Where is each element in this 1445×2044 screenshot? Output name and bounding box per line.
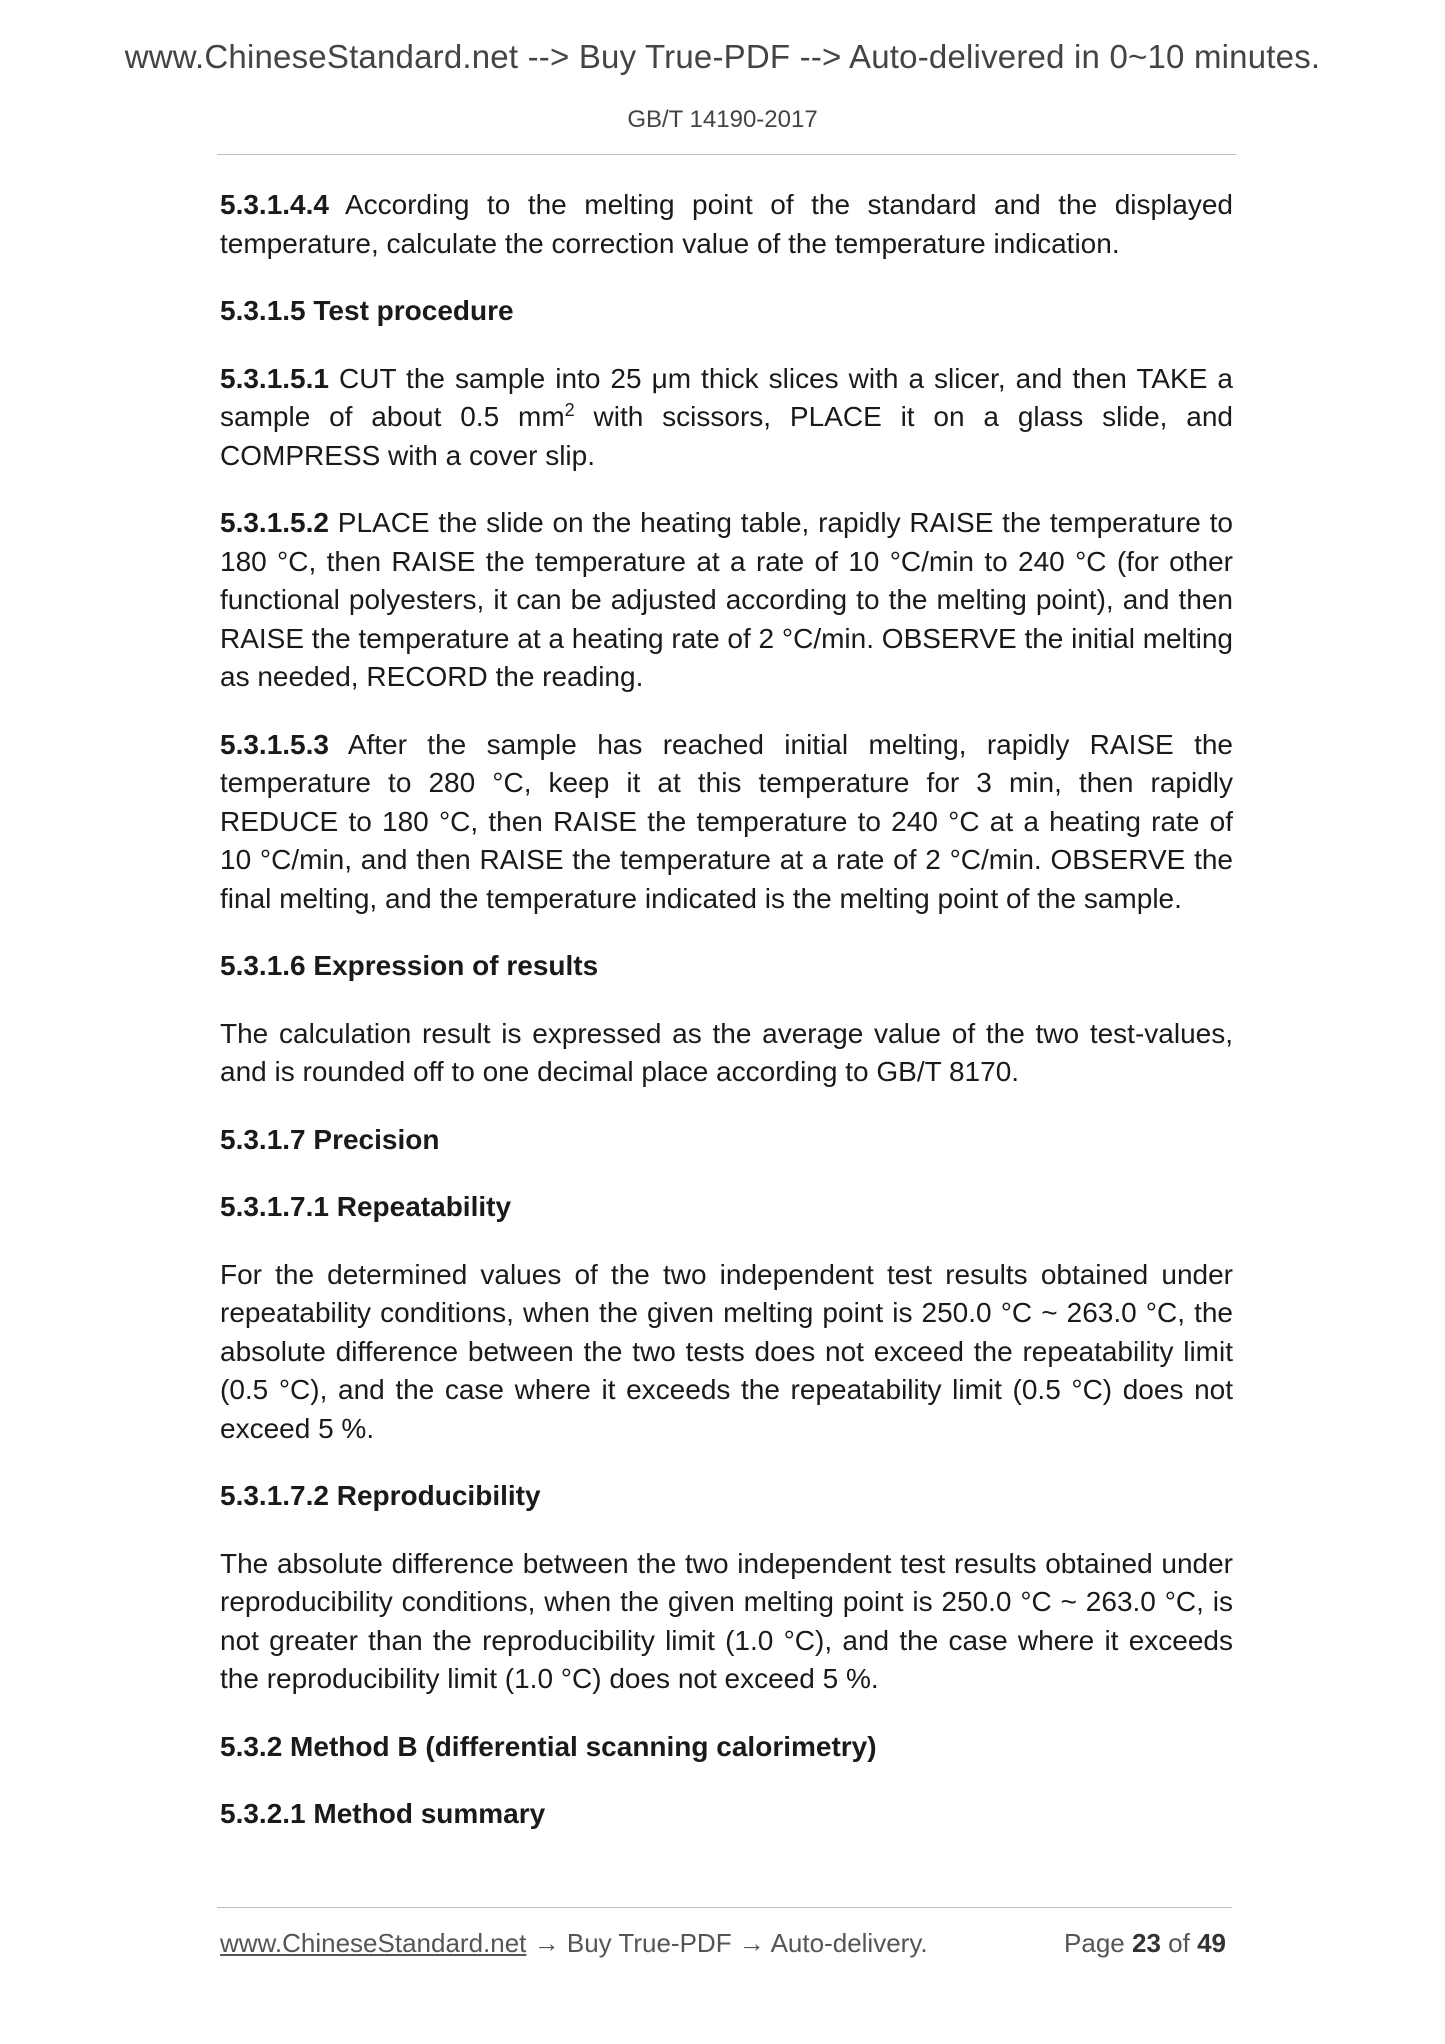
clause-5-3-1-5-3: [220, 726, 1233, 919]
clause-5-3-1-5-1: [220, 360, 1233, 476]
footer-delivery-text: → Buy True-PDF → Auto-delivery.: [533, 1928, 928, 1958]
clause-text: According to the melting point of the standard and the displayed temperature, calculate the correction value of the temperature indication.: [220, 189, 1233, 259]
clause-text: PLACE the slide on the heating table, rapidly RAISE the temperature to 180 °C, then RAISE the temperature at a rate of 10 °C/min to 240 °C (for other functional polyesters, it can be adjusted according to the melting point), and then RAISE the temperature at a heating rate of 2 °C/min. OBSERVE the initial melting as needed, RECORD the reading.: [220, 507, 1234, 692]
site-banner: www.ChineseStandard.net --> Buy True-PDF --> Auto-delivered in 0~10 minutes.: [124, 38, 1321, 75]
page-current: 23: [1132, 1928, 1161, 1958]
clause-text: CUT the sample into 25 μm thick slices with a slicer, and then TAKE a sample of about 0.5 mm: [220, 362, 1233, 432]
page-of: of: [1168, 1928, 1190, 1958]
heading-method-b: 5.3.2 Method B (differential scanning calorimetry): [220, 1730, 877, 1762]
paragraph-expression: The calculation result is expressed as the average value of the two test-values, and is rounded off to one decimal place according to GB/T 8170.: [220, 1017, 1233, 1087]
heading-precision: 5.3.1.7 Precision: [220, 1123, 440, 1155]
heading-reproducibility: 5.3.1.7.2 Reproducibility: [220, 1480, 541, 1511]
heading-repeatability: 5.3.1.7.1 Repeatability: [220, 1191, 512, 1222]
clause-number: 5.3.1.5.3: [220, 728, 329, 760]
heading-test-procedure: 5.3.1.5 Test procedure: [220, 295, 514, 326]
superscript-2: 2: [564, 400, 575, 420]
heading-method-summary: 5.3.2.1 Method summary: [220, 1798, 546, 1829]
clause-number: 5.3.1.5.2: [220, 507, 329, 538]
footer-site-link[interactable]: www.ChineseStandard.net: [220, 1928, 527, 1958]
paragraph-repeatability: For the determined values of the two independent test results obtained under repeatability conditions, when the given melting point is 250.0 °C ~ 263.0 °C, the absolute difference between the two tests does not exceed the repeatability limit (0.5 °C), and the case where it exceeds the repeatability limit (0.5 °C) does not exceed 5 %.: [220, 1258, 1233, 1444]
clause-text: with scissors, PLACE it on a glass slide, and COMPRESS with a cover slip.: [220, 401, 1233, 471]
page-indicator: [1064, 1928, 1226, 1959]
page-total: 49: [1197, 1928, 1226, 1958]
heading-expression-of-results: 5.3.1.6 Expression of results: [220, 950, 599, 981]
paragraph-reproducibility: The absolute difference between the two independent test results obtained under reproducibility conditions, when the given melting point is 250.0 °C ~ 263.0 °C, is not greater than the reproducibility limit (1.0 °C), and the case where it exceeds the reproducibility limit (1.0 °C) does not exceed 5 %.: [220, 1547, 1233, 1694]
document-body: [220, 186, 1233, 1863]
clause-number: 5.3.1.5.1: [220, 362, 329, 394]
clause-5-3-1-5-2: [220, 504, 1233, 697]
header-divider: [217, 154, 1236, 155]
page-footer: [220, 1928, 1232, 1959]
standard-code: GB/T 14190-2017: [627, 106, 818, 133]
clause-text: After the sample has reached initial melting, rapidly RAISE the temperature to 280 °C, keep it at this temperature for 3 min, then rapidly REDUCE to 180 °C, then RAISE the temperature to 240 °C at a heating rate of 10 °C/min, and then RAISE the temperature at a rate of 2 °C/min. OBSERVE the final melting, and the temperature indicated is the melting point of the sample.: [220, 728, 1233, 914]
footer-divider: [217, 1907, 1232, 1908]
page-label: Page: [1064, 1928, 1125, 1958]
clause-number: 5.3.1.4.4: [220, 189, 329, 220]
clause-5-3-1-4-4: [220, 186, 1233, 263]
